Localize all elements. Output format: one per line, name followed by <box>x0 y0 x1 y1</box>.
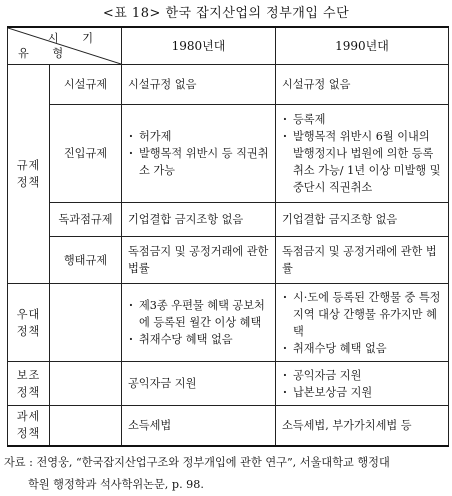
list-item: · 발행목적 위반시 6월 이내의 발행정지나 법원에 의한 등록취소 가능/ 1년 이상 미발행 및 중단시 직권취소 <box>282 128 442 196</box>
header-period-label: 시 기 <box>47 32 103 45</box>
row-facility-1980s: 시설규정 없음 <box>122 65 276 105</box>
header-type-label: 유 형 <box>18 47 74 60</box>
row-entry-label: 진입규제 <box>50 105 122 203</box>
row-subsidy-1980s: 공익자금 지원 <box>122 362 276 406</box>
row-entry-1980s <box>122 105 276 203</box>
row-support-1990s <box>276 284 449 362</box>
list-item: · 취재수당 혜택 없음 <box>282 340 442 357</box>
group-support-label-1: 우대 <box>16 307 41 321</box>
row-conduct-label: 행태규제 <box>50 237 122 284</box>
header-1990s: 1990년대 <box>276 27 449 65</box>
group-support-label-2: 정책 <box>16 324 41 338</box>
row-monopoly-1990s: 기업결합 금지조항 없음 <box>276 203 449 237</box>
empty-cell <box>50 406 122 446</box>
row-tax-1980s: 소득세법 <box>122 406 276 446</box>
list-item: · 취재수당 혜택 없음 <box>128 331 269 348</box>
list-item: · 등록제 <box>282 111 442 128</box>
group-tax <box>8 406 50 446</box>
row-subsidy-1990s <box>276 362 449 406</box>
group-subsidy-label-2: 정책 <box>16 385 41 399</box>
source-note <box>4 452 450 496</box>
table-title: <표 18> 한국 잡지산업의 정부개입 수단 <box>102 6 350 21</box>
list-item: · 공익자금 지원 <box>282 367 442 384</box>
list-item: · 시·도에 등록된 간행물 중 특정지역 대상 간행물 유가지만 혜택 <box>282 289 442 340</box>
header-1980s: 1980년대 <box>122 27 276 65</box>
group-tax-label-1: 과세 <box>16 410 41 424</box>
row-monopoly-1980s: 기업결합 금지조항 없음 <box>122 203 276 237</box>
group-regulation <box>8 65 50 284</box>
header-corner-cell <box>8 27 122 65</box>
list-item: · 발행목적 위반시 등 직권취소 가능 <box>128 145 269 179</box>
group-tax-label-2: 정책 <box>16 427 41 441</box>
list-item: · 제3종 우편물 혜택 공보처에 등록된 월간 이상 혜택 <box>128 297 269 331</box>
row-monopoly-label: 독과점규제 <box>50 203 122 237</box>
row-facility-1990s: 시설규정 없음 <box>276 65 449 105</box>
source-line-2: 학원 행정학과 석사학위논문, p. 98. <box>28 478 204 491</box>
group-regulation-label-2: 정책 <box>16 176 41 189</box>
row-facility-label: 시설규제 <box>50 65 122 105</box>
group-subsidy <box>8 362 50 406</box>
group-regulation-label-1: 규제 <box>16 159 41 172</box>
empty-cell <box>50 284 122 362</box>
row-tax-1990s: 소득세법, 부가가치세법 등 <box>276 406 449 446</box>
empty-cell <box>50 362 122 406</box>
list-item: · 허가제 <box>128 128 269 145</box>
row-entry-1990s <box>276 105 449 203</box>
row-conduct-1980s: 독점금지 및 공정거래에 관한 법률 <box>122 237 276 284</box>
row-conduct-1990s: 독점금지 및 공정거래에 관한 법률 <box>276 237 449 284</box>
source-line-1: 자료 : 전영웅, “한국잡지산업구조와 정부개입에 관한 연구”, 서울대학교 행정대 <box>4 456 390 469</box>
group-support <box>8 284 50 362</box>
list-item: · 납본보상금 지원 <box>282 384 442 401</box>
group-subsidy-label-1: 보조 <box>16 368 41 382</box>
government-intervention-table <box>7 26 449 447</box>
row-support-1980s <box>122 284 276 362</box>
